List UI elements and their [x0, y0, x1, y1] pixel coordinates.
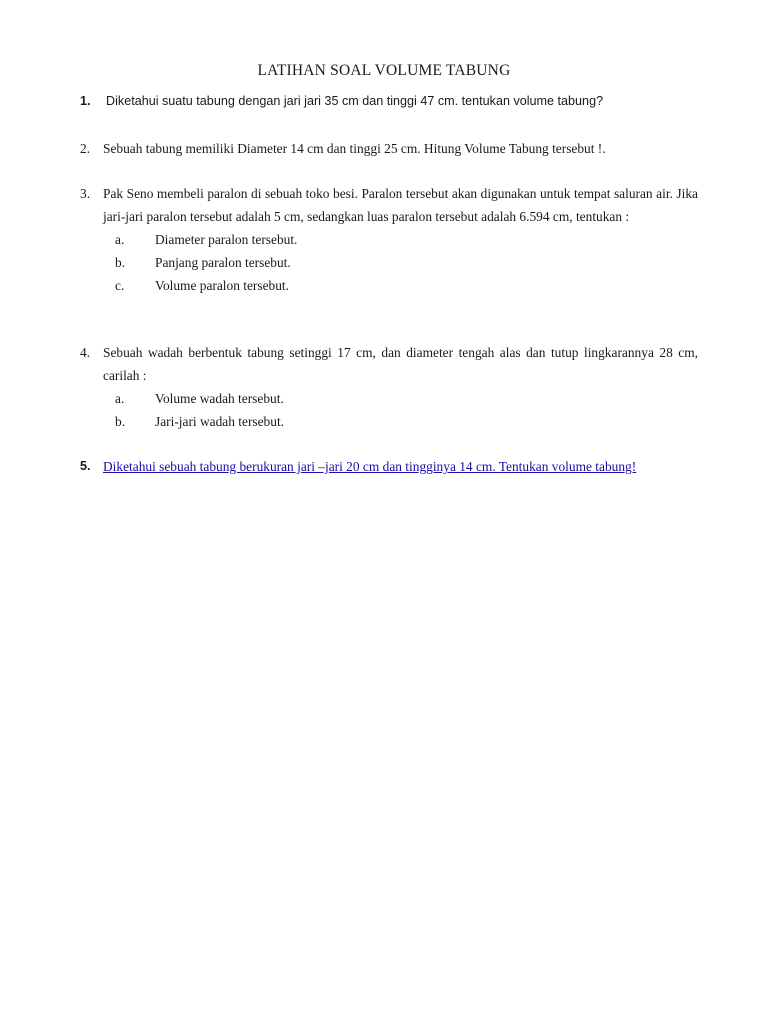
sub-item-letter: c. [115, 278, 125, 293]
sub-item-text: Diameter paralon tersebut. [155, 232, 298, 247]
question-number: 2. [80, 141, 91, 156]
sub-item [115, 251, 698, 274]
question-3 [80, 182, 698, 297]
sub-item-text: Volume paralon tersebut. [155, 278, 289, 293]
sub-item [115, 387, 698, 410]
question-text: Pak Seno membeli paralon di sebuah toko besi. Paralon tersebut akan digunakan untuk tempat saluran air. Jika jari-jari paralon tersebut adalah 5 cm, sedangkan luas paralon tersebut adalah 6.594 cm, tentukan : [103, 186, 698, 224]
question-4 [80, 341, 698, 433]
question-number: 3. [80, 186, 91, 201]
question-text: Sebuah tabung memiliki Diameter 14 cm dan tinggi 25 cm. Hitung Volume Tabung tersebut !. [103, 141, 606, 156]
sub-item-letter: b. [115, 255, 126, 270]
question-2 [80, 137, 698, 160]
question-1 [80, 90, 698, 113]
sub-item-text: Volume wadah tersebut. [155, 391, 284, 406]
sub-item-text: Jari-jari wadah tersebut. [155, 414, 285, 429]
question-text-wrap [103, 455, 663, 478]
sub-item [115, 274, 698, 297]
sub-item-letter: a. [115, 232, 125, 247]
document-title: LATIHAN SOAL VOLUME TABUNG [257, 62, 511, 79]
sub-item-letter: a. [115, 391, 125, 406]
question-number: 4. [80, 345, 91, 360]
sub-item [115, 410, 698, 433]
sub-item-letter: b. [115, 414, 126, 429]
sub-item [115, 228, 698, 251]
question-text: Diketahui suatu tabung dengan jari jari 35 cm dan tinggi 47 cm. tentukan volume tabung? [106, 94, 604, 108]
sub-item-text: Panjang paralon tersebut. [155, 255, 291, 270]
question-text: Sebuah wadah berbentuk tabung setinggi 17 cm, dan diameter tengah alas dan tutup lingkarannya 28 cm, carilah : [103, 345, 698, 383]
question-number: 1. [80, 94, 91, 108]
question-5 [80, 455, 698, 478]
question-number: 5. [80, 459, 91, 473]
question-link-text[interactable]: Diketahui sebuah tabung berukuran jari –jari 20 cm dan tingginya 14 cm. Tentukan volume tabung! [103, 459, 637, 474]
